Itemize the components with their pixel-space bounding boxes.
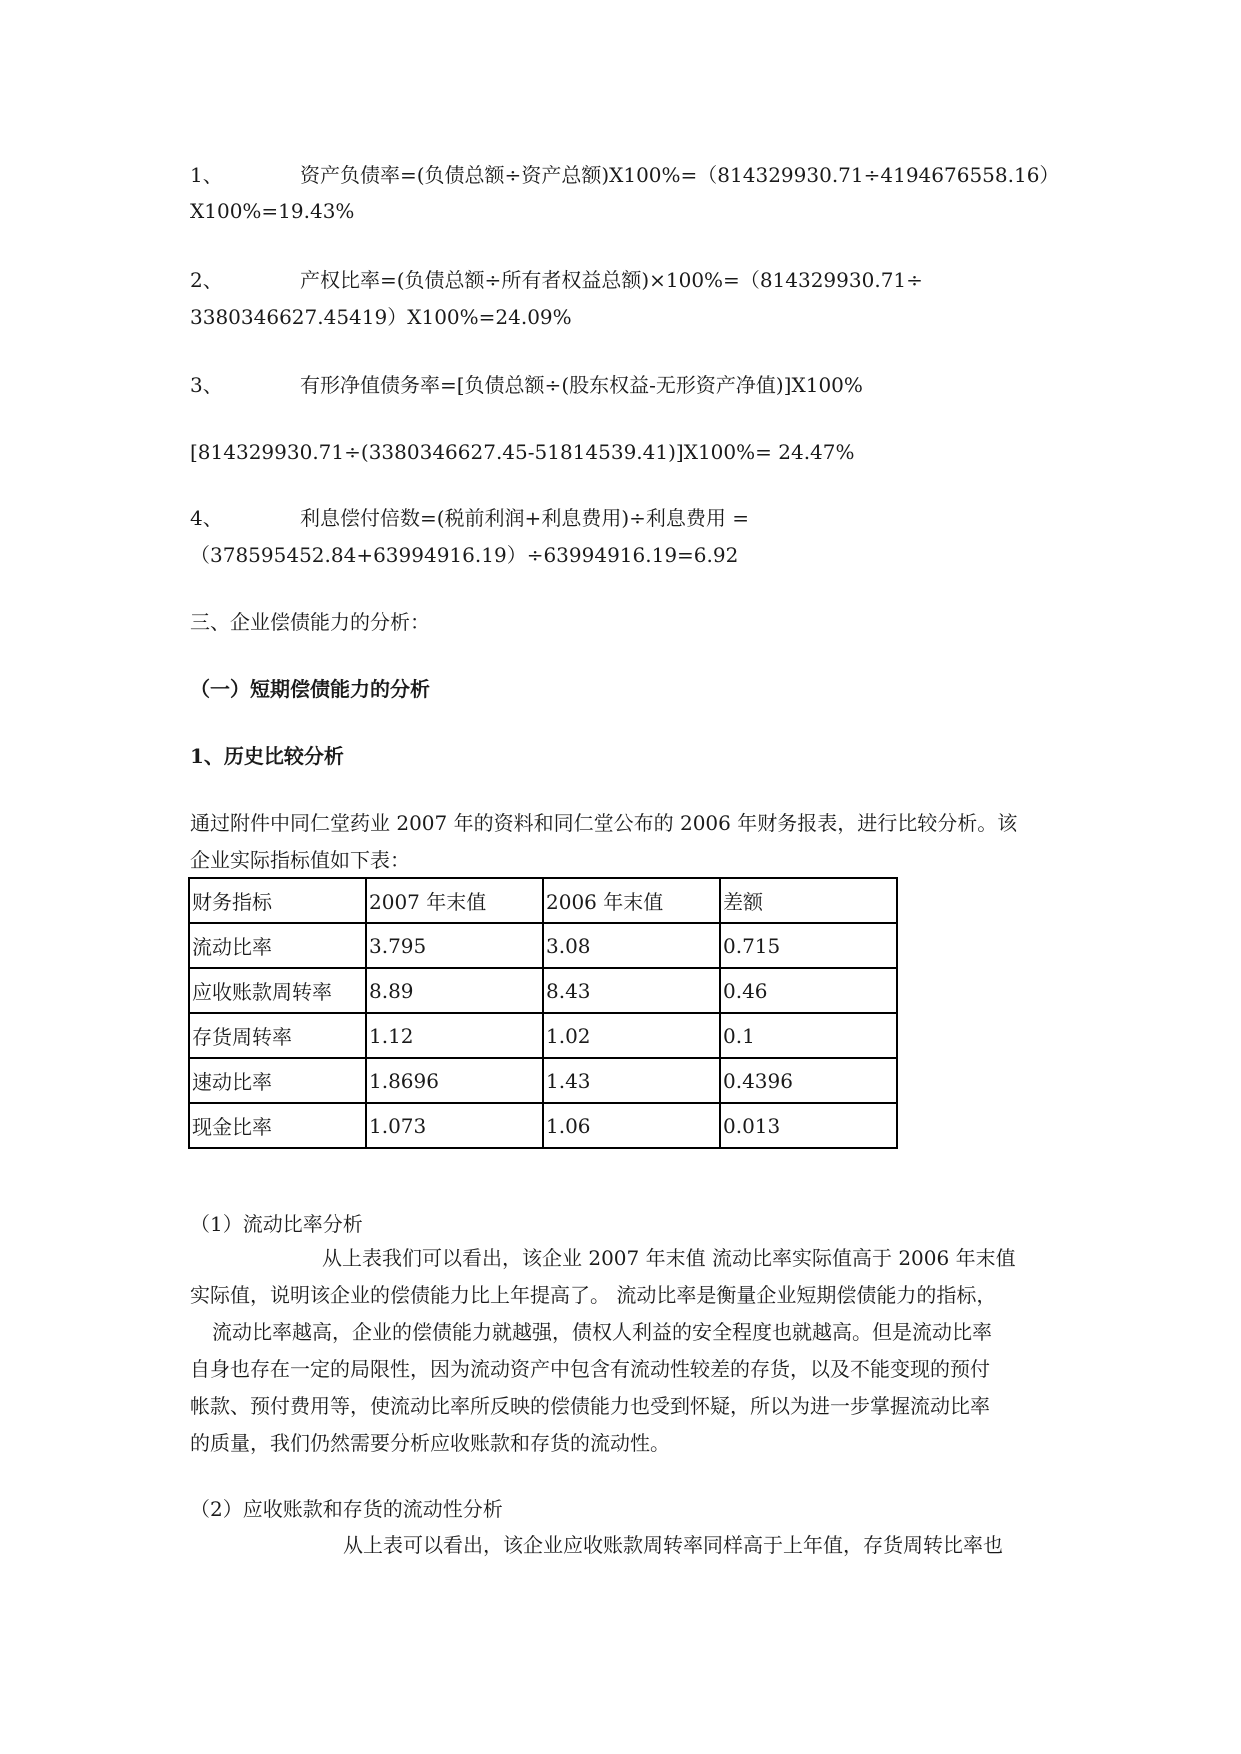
subsection-heading: （一）短期偿债能力的分析 <box>190 677 430 701</box>
table-header-cell: 差额 <box>720 878 897 923</box>
table-row <box>189 1013 897 1058</box>
table-cell: 应收账款周转率 <box>189 968 366 1013</box>
table-cell: 8.43 <box>543 968 720 1013</box>
table-cell: 0.4396 <box>720 1058 897 1103</box>
subsubsection-heading: 1、历史比较分析 <box>190 744 344 768</box>
table-cell: 1.43 <box>543 1058 720 1103</box>
table-cell: 流动比率 <box>189 923 366 968</box>
table-cell: 1.02 <box>543 1013 720 1058</box>
table-cell: 3.795 <box>366 923 543 968</box>
table-row <box>189 923 897 968</box>
table-cell: 0.013 <box>720 1103 897 1148</box>
section-heading: 三、企业偿债能力的分析： <box>190 610 430 634</box>
analysis-1-line: 流动比率越高，企业的偿债能力就越强，债权人利益的安全程度也就越高。但是流动比率 <box>212 1320 992 1344</box>
table-cell: 现金比率 <box>189 1103 366 1148</box>
table-header-row <box>189 878 897 923</box>
formula-4-number: 4、 <box>190 506 223 530</box>
table-cell: 1.8696 <box>366 1058 543 1103</box>
table-row <box>189 1058 897 1103</box>
financial-indicator-table <box>188 877 898 1149</box>
table-header-cell: 2006 年末值 <box>543 878 720 923</box>
analysis-1-line: 帐款、预付费用等，使流动比率所反映的偿债能力也受到怀疑，所以为进一步掌握流动比率 <box>190 1394 990 1418</box>
table-header-cell: 2007 年末值 <box>366 878 543 923</box>
table-cell: 0.1 <box>720 1013 897 1058</box>
table-row <box>189 1103 897 1148</box>
analysis-2-line: 从上表可以看出，该企业应收账款周转率同样高于上年值，存货周转比率也 <box>343 1533 1003 1557</box>
table-cell: 1.12 <box>366 1013 543 1058</box>
analysis-1-line: 实际值，说明该企业的偿债能力比上年提高了。 流动比率是衡量企业短期偿债能力的指标， <box>190 1283 997 1307</box>
analysis-1-heading: （1）流动比率分析 <box>190 1212 363 1236</box>
table-cell: 0.46 <box>720 968 897 1013</box>
table-cell: 3.08 <box>543 923 720 968</box>
table-cell: 8.89 <box>366 968 543 1013</box>
formula-3-line1: 有形净值债务率=[负债总额÷(股东权益-无形资产净值)]X100% <box>300 373 863 397</box>
table-cell: 1.06 <box>543 1103 720 1148</box>
formula-2-line1: 产权比率=(负债总额÷所有者权益总额)×100%=（814329930.71÷ <box>300 268 923 292</box>
intro-line-1: 通过附件中同仁堂药业 2007 年的资料和同仁堂公布的 2006 年财务报表，进行比较分析。该 <box>190 811 1018 835</box>
formula-3-number: 3、 <box>190 373 223 397</box>
formula-2-number: 2、 <box>190 268 223 292</box>
table-cell: 0.715 <box>720 923 897 968</box>
table-cell: 1.073 <box>366 1103 543 1148</box>
formula-3-line2: [814329930.71÷(3380346627.45-51814539.41)]X100%= 24.47% <box>190 440 855 464</box>
table-row <box>189 968 897 1013</box>
table-header-cell: 财务指标 <box>189 878 366 923</box>
formula-1-line2: X100%=19.43% <box>190 199 355 223</box>
analysis-1-line: 的质量，我们仍然需要分析应收账款和存货的流动性。 <box>190 1431 670 1455</box>
analysis-2-heading: （2）应收账款和存货的流动性分析 <box>190 1497 503 1521</box>
table-cell: 速动比率 <box>189 1058 366 1103</box>
formula-4-line1: 利息偿付倍数=(税前利润+利息费用)÷利息费用 = <box>300 506 749 530</box>
intro-line-2: 企业实际指标值如下表： <box>190 848 410 872</box>
formula-1-line1: 资产负债率=(负债总额÷资产总额)X100%=（814329930.71÷4194676558.16） <box>300 163 1060 187</box>
formula-2-line2: 3380346627.45419）X100%=24.09% <box>190 305 572 329</box>
analysis-1-line: 自身也存在一定的局限性，因为流动资产中包含有流动性较差的存货，以及不能变现的预付 <box>190 1357 990 1381</box>
analysis-1-line: 从上表我们可以看出，该企业 2007 年末值 流动比率实际值高于 2006 年末值 <box>322 1246 1016 1270</box>
formula-4-line2: （378595452.84+63994916.19）÷63994916.19=6.92 <box>190 543 739 567</box>
table-cell: 存货周转率 <box>189 1013 366 1058</box>
formula-1-number: 1、 <box>190 163 223 187</box>
